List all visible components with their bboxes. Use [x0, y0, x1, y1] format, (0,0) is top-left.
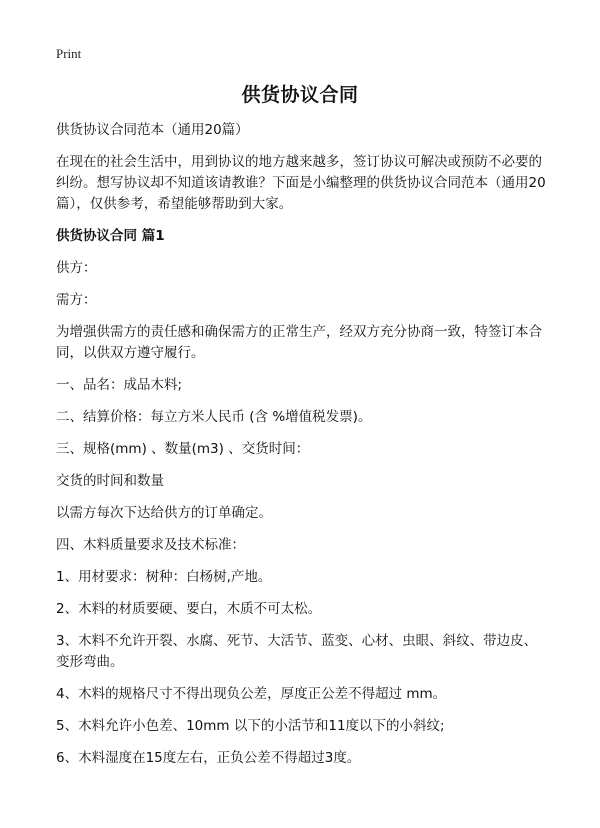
- clause-price: 二、结算价格：每立方米人民币 (含 %增值税发票)。: [56, 409, 372, 425]
- supplier-line: 供方：: [56, 260, 97, 276]
- section-heading: 供货协议合同 篇1: [56, 228, 165, 244]
- requirement-4: 4、木料的规格尺寸不得出现负公差，厚度正公差不得超过 mm。: [56, 686, 447, 702]
- requirement-6: 6、木料湿度在15度左右，正负公差不得超过3度。: [56, 750, 361, 766]
- document-body: [56, 120, 550, 780]
- clause-spec: 三、规格(mm) 、数量(m3) 、交货时间：: [56, 441, 310, 457]
- print-link[interactable]: Print: [56, 46, 82, 61]
- clause-product-name: 一、品名：成品木料;: [56, 377, 183, 393]
- buyer-line: 需方：: [56, 292, 97, 308]
- delivery-heading: 交货的时间和数量: [56, 473, 164, 489]
- intro-paragraph: 在现在的社会生活中，用到协议的地方越来越多，签订协议可解决或预防不必要的纠纷。想写协议却不知道该请教谁？下面是小编整理的供货协议合同范本（通用20篇），仅供参考，希望能够帮助到大家。: [56, 154, 546, 212]
- requirement-5: 5、木料允许小色差、10mm 以下的小活节和11度以下的小斜纹;: [56, 718, 445, 734]
- purpose-paragraph: 为增强供需方的责任感和确保需方的正常生产，经双方充分协商一致，特签订本合同，以供双方遵守履行。: [56, 324, 542, 361]
- document-subtitle: 供货协议合同范本（通用20篇）: [56, 122, 249, 138]
- requirement-1: 1、用材要求：树种：白杨树,产地。: [56, 569, 272, 585]
- requirement-3: 3、木料不允许开裂、水腐、死节、大活节、蓝变、心材、虫眼、斜纹、带边皮、变形弯曲。: [56, 633, 538, 670]
- document-title: 供货协议合同: [241, 84, 359, 106]
- delivery-text: 以需方每次下达给供方的订单确定。: [56, 505, 272, 521]
- clause-quality: 四、木料质量要求及技术标准：: [56, 537, 245, 553]
- requirement-2: 2、木料的材质要硬、要白，木质不可太松。: [56, 601, 322, 617]
